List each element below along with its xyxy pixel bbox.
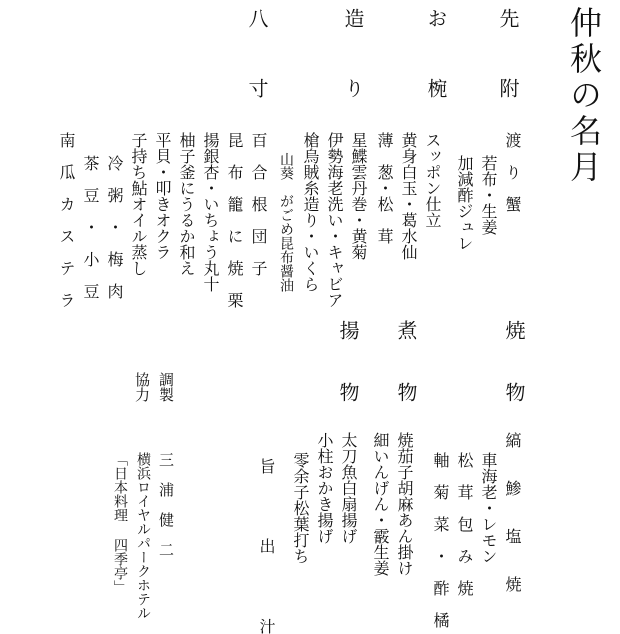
tsukuri-item-2: 伊勢海老洗い・キャビア bbox=[325, 132, 344, 308]
section-sakizuke-char1: 先 bbox=[496, 8, 520, 28]
coop-line-1: 横浜ロイヤルパークホテル bbox=[135, 452, 151, 620]
section-nimono-char2: 物 bbox=[394, 382, 418, 402]
section-tsukuri-char2: り bbox=[341, 78, 365, 98]
sakizuke-item-1: 渡 り 蟹 bbox=[503, 132, 522, 212]
section-nimono-char1: 煮 bbox=[394, 320, 418, 340]
nimono-item-2: 細いんげん・霰生姜 bbox=[371, 432, 390, 576]
section-yakimono-char1: 焼 bbox=[502, 320, 526, 340]
sakizuke-item-2: 若布・生姜 bbox=[479, 155, 498, 235]
tsukuri-item-3: 槍烏賊糸造り・いくら bbox=[301, 132, 320, 292]
owan-item-1: スッポン仕立 bbox=[423, 132, 442, 228]
coop-line-2: 「日本料理 四季亭」 bbox=[112, 452, 128, 594]
section-sakizuke-char2: 附 bbox=[496, 78, 520, 98]
hassun-item-6: 子持ち鮎オイル蒸し bbox=[129, 132, 148, 276]
coop-label: 協力 bbox=[133, 372, 151, 402]
yakimono-item-4: 軸 菊 菜 ・ 酢 橘 bbox=[431, 452, 450, 628]
section-hassun-char1: 八 bbox=[245, 8, 269, 28]
menu-title: 仲秋の名月 bbox=[565, 6, 603, 186]
agemono-item-1: 太刀魚白扇揚げ bbox=[339, 432, 358, 544]
section-owan-char2: 椀 bbox=[424, 78, 448, 98]
yakimono-item-3: 松 茸 包 み 焼 bbox=[455, 452, 474, 596]
section-owan-char1: お bbox=[424, 8, 448, 28]
section-agemono-char1: 揚 bbox=[336, 320, 360, 340]
hassun-item-8: 茶 豆 ・ 小 豆 bbox=[81, 155, 100, 299]
yakimono-item-1: 縞 鯵 塩 焼 bbox=[503, 432, 522, 592]
section-yakimono-char2: 物 bbox=[502, 382, 526, 402]
hassun-item-7: 冷 粥 ・ 梅 肉 bbox=[105, 155, 124, 299]
hassun-item-2: 昆 布 籠 に 焼 栗 bbox=[225, 132, 244, 308]
nimono-item-1: 焼茄子胡麻あん掛け bbox=[395, 432, 414, 576]
hassun-item-1: 百 合 根 団 子 bbox=[249, 132, 268, 276]
hassun-item-3: 揚銀杏・いちょう丸十 bbox=[201, 132, 220, 292]
owan-item-3: 薄 葱・松 茸 bbox=[375, 132, 394, 244]
agemono-item-3: 零余子松葉打ち bbox=[291, 452, 310, 564]
hassun-item-9: 南 瓜 カ ス テ ラ bbox=[57, 132, 76, 308]
shiru-item: 旨 出 汁 bbox=[257, 458, 276, 634]
agemono-item-2: 小柱おかき揚げ bbox=[315, 432, 334, 544]
section-agemono-char2: 物 bbox=[336, 382, 360, 402]
hassun-item-4: 柚子釜にうるか和え bbox=[177, 132, 196, 276]
chef-label: 調製 bbox=[157, 372, 175, 402]
chef-name: 三 浦 健 二 bbox=[157, 452, 175, 557]
tsukuri-item-4: 山葵 がごめ昆布醤油 bbox=[278, 152, 294, 292]
yakimono-item-2: 車海老・レモン bbox=[479, 452, 498, 564]
hassun-item-5: 平貝・叩きオクラ bbox=[153, 132, 172, 260]
section-hassun-char2: 寸 bbox=[245, 78, 269, 98]
section-tsukuri-char1: 造 bbox=[341, 8, 365, 28]
tsukuri-item-1: 星鰈雲丹巻・黄菊 bbox=[349, 132, 368, 260]
owan-item-2: 黄身白玉・葛水仙 bbox=[399, 132, 418, 260]
sakizuke-item-3: 加減酢ジュレ bbox=[455, 155, 474, 251]
